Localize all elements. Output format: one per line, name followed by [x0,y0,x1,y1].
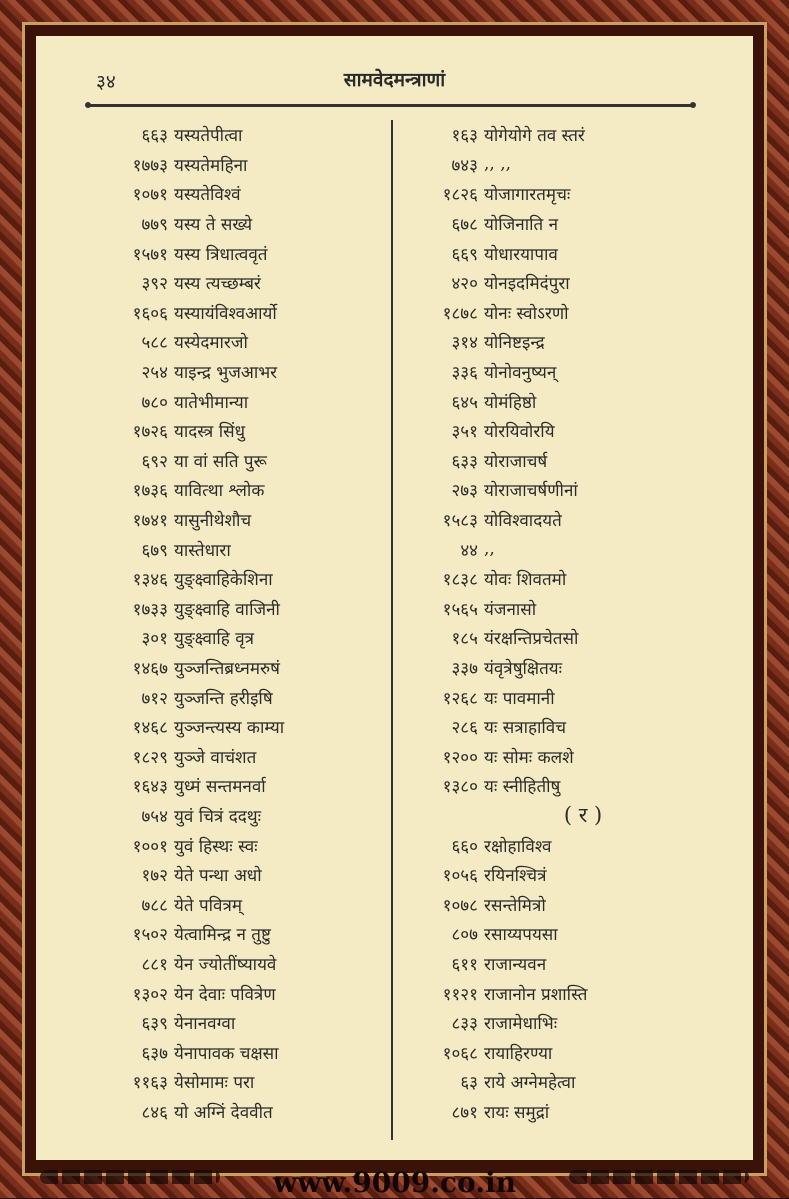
mantra-text: योरयिवोरयि [484,422,555,443]
mantra-text: ,, [484,539,495,560]
mantra-text: येनानवग्वा [174,1014,236,1035]
index-entry [398,830,728,860]
mantra-text: यस्यायंविश्वआर्यो [174,303,277,324]
mantra-text: यस्येदमारजो [174,333,248,354]
mantra-text: यस्यतेमहिना [174,155,248,176]
verse-number: ८०७ [451,925,478,946]
index-entry [398,564,728,594]
mantra-text: युञ्जन्त्यस्य काम्या [174,718,285,739]
index-entry [398,623,728,653]
verse-number: १२६८ [442,688,478,709]
mantra-text: यस्यतेपीत्वा [174,126,243,147]
index-entry [398,889,728,919]
index-entry [398,475,728,505]
mantra-text: राजामेधाभिः [484,1014,558,1035]
mantra-text: यासुनीथेशौच [174,511,252,532]
index-entry [86,386,386,416]
verse-number: १७४१ [132,511,168,532]
index-entry [86,120,386,150]
index-entry [86,978,386,1008]
index-entry [398,298,728,328]
verse-number: ५८८ [141,333,168,354]
mantra-text: यास्तेधारा [174,540,231,561]
verse-number: ६११ [451,954,478,975]
mantra-text: युङ्क्ष्वाहि वाजिनी [174,599,280,620]
mantra-text: यस्यतेविश्वं [174,185,241,206]
verse-number: ३१४ [451,333,478,354]
mantra-text: युञ्जन्तिब्रध्नमरुषं [174,658,280,679]
verse-number: १७३३ [132,599,168,620]
verse-number: ६७९ [141,540,168,561]
page-header [36,36,753,106]
index-entry [86,1067,386,1097]
verse-number: १७३६ [132,481,168,502]
mantra-text: येनापावक चक्षसा [174,1043,279,1064]
verse-number: १६३ [451,126,478,147]
verse-number: ७१२ [141,688,168,709]
index-entry [86,505,386,535]
verse-number: ८७१ [451,1102,478,1123]
verse-number: ६३३ [451,451,478,472]
mantra-text: ,, ,, [484,154,512,175]
mantra-text: युङ्क्ष्वाहि वृत्र [174,629,255,650]
mantra-text: योनिष्टइन्द्र [484,333,545,354]
mantra-text: योराजाचर्षणीनां [484,481,578,502]
verse-number: १५८३ [442,511,478,532]
verse-number: ७४३ [451,155,478,176]
index-entry [86,949,386,979]
index-entry [398,653,728,683]
index-entry [86,446,386,476]
mantra-text: युञ्जन्ति हरीइषि [174,688,273,709]
page-number: ३४ [96,71,116,93]
mantra-text: योराजाचर्ष [484,451,548,472]
verse-number: ३९२ [141,274,168,295]
index-entry [86,416,386,446]
section-heading: ( र ) [563,803,603,828]
mantra-text: योजिनाति न [484,215,559,236]
verse-number: २८६ [451,718,478,739]
index-entry [398,919,728,949]
mantra-text: यादस्त्र सिंधु [174,422,246,443]
verse-number: १६४३ [132,777,168,798]
index-entry [86,860,386,890]
mantra-text: यः सोमः कलशे [484,747,574,768]
verse-number: १०७१ [132,185,168,206]
mantra-text: यंवृत्रेषुक्षितयः [484,658,563,679]
mantra-text: योनोवनुष्यन् [484,363,557,384]
index-entry [398,534,728,564]
footer-website-url[interactable]: www.9009.co.in [273,1166,516,1199]
mantra-text: येन देवाः पवित्रेण [174,984,276,1005]
index-entry [398,386,728,416]
mantra-text: रसाय्यपयसा [484,925,558,946]
index-entry [86,623,386,653]
verse-number: १८२६ [442,185,478,206]
index-entry [398,1037,728,1067]
verse-number: ६६९ [451,244,478,265]
index-entry [398,1008,728,1038]
verse-number: ३३७ [451,658,478,679]
index-entry [398,1097,728,1127]
index-entry [86,298,386,328]
scanned-page [36,36,753,1160]
index-entry [86,889,386,919]
verse-number: २७३ [451,481,478,502]
mantra-text: येते पवित्रम् [174,895,243,916]
mantra-text: योवः शिवतमो [484,570,567,591]
verse-number: ७८० [141,392,168,413]
index-entry [398,268,728,298]
verse-number: ३०१ [141,629,168,650]
page-title: सामवेदमन्त्राणां [343,69,446,91]
column-divider [391,120,393,1140]
mantra-text: या वां सति पुरू [174,451,267,472]
index-entry [398,209,728,239]
index-entry [86,712,386,742]
index-entry [86,1037,386,1067]
mantra-text: रसन्तेमित्रो [484,895,546,916]
verse-number: १८७८ [442,303,478,324]
index-entry [86,1008,386,1038]
index-entry [398,860,728,890]
mantra-text: येसोमामः परा [174,1073,255,1094]
verse-number: १७२६ [132,422,168,443]
index-entry [398,238,728,268]
index-entry [86,534,386,564]
index-entry [398,682,728,712]
index-entry [86,238,386,268]
mantra-text: योधारयापाव [484,244,558,265]
verse-number: ६४५ [451,392,478,413]
index-entry [86,150,386,180]
index-entry [398,446,728,476]
verse-number: १००१ [132,836,168,857]
mantra-text: यातेभीमान्या [174,392,249,413]
index-entry [398,327,728,357]
verse-number: १५६५ [442,599,478,620]
index-entry [86,327,386,357]
verse-number: ११२१ [442,984,478,1005]
index-entry [86,919,386,949]
verse-number: १८३८ [442,570,478,591]
verse-number: १३०२ [132,984,168,1005]
index-entry [86,357,386,387]
index-entry [86,801,386,831]
verse-number: ४२० [451,274,478,295]
index-entry [398,949,728,979]
index-entry [398,978,728,1008]
mantra-text: यंजनासो [484,599,537,620]
verse-number: ६३९ [141,1014,168,1035]
mantra-text: येत्वामिन्द्र न तुष्टु [174,925,271,946]
verse-number: १५७१ [132,244,168,265]
verse-number: १४६७ [132,658,168,679]
mantra-text: यः सत्राहाविच [484,718,567,739]
mantra-text: योनः स्वोऽरणो [484,303,569,324]
verse-number: १६०६ [132,303,168,324]
index-entry [86,268,386,298]
index-entry [398,1067,728,1097]
mantra-text: योनइदमिदंपुरा [484,274,570,295]
index-entry [398,357,728,387]
mantra-text: राजान्यवन [484,954,547,975]
verse-number: १३८० [442,777,478,798]
verse-number: १५०२ [132,925,168,946]
verse-number: ६३ [460,1073,478,1094]
mantra-text: रायाहिरण्या [484,1043,553,1064]
mantra-text: यावित्था श्लोक [174,481,265,502]
verse-number: ४४ [460,540,478,561]
verse-number: १७२ [141,866,168,887]
verse-number: ६६० [451,836,478,857]
verse-number: १३४६ [132,570,168,591]
index-entry [398,712,728,742]
mantra-text: येन ज्योतींष्यायवे [174,954,277,975]
index-entry [398,771,728,801]
verse-number: १०६८ [442,1043,478,1064]
index-entry [86,741,386,771]
mantra-text: राये अग्नेमहेत्वा [484,1073,576,1094]
verse-number: ७८८ [141,895,168,916]
index-entry [398,120,728,150]
mantra-text: राजानोन प्रशास्ति [484,984,588,1005]
mantra-text: योविश्वादयते [484,511,562,532]
mantra-text: यः पावमानी [484,688,555,709]
index-entry [86,475,386,505]
mantra-text: युवं चित्रं ददथुः [174,806,262,827]
mantra-text: याइन्द्र भुजआभर [174,363,278,384]
verse-number: ६७८ [451,215,478,236]
index-entry [86,653,386,683]
index-entry [86,564,386,594]
verse-number: ८८१ [141,954,168,975]
index-entry [86,771,386,801]
right-column [398,120,728,1126]
verse-number: १७७३ [132,155,168,176]
index-entry [398,741,728,771]
mantra-text: येते पन्था अधो [174,866,262,887]
mantra-text: युङ्क्ष्वाहिकेशिना [174,570,273,591]
index-entry [86,179,386,209]
index-entry [86,830,386,860]
verse-number: ८४६ [141,1102,168,1123]
verse-number: १०५६ [442,866,478,887]
verse-number: ११६३ [132,1073,168,1094]
mantra-text: यस्य त्यच्छम्बरं [174,274,261,295]
index-entry [86,209,386,239]
index-entry [398,594,728,624]
mantra-text: यस्य त्रिधात्ववृतं [174,244,268,265]
index-entry [86,594,386,624]
mantra-text: युवं हिस्थः स्वः [174,836,258,857]
left-column [86,120,386,1126]
index-entry [86,682,386,712]
verse-number: १४६८ [132,718,168,739]
mantra-text: यस्य ते सख्ये [174,215,253,236]
index-entry [398,416,728,446]
mantra-text: रक्षोहाविश्व [484,836,552,857]
mantra-text: यो अग्निं देववीत [174,1102,273,1123]
verse-number: ६९२ [141,451,168,472]
index-entry [398,505,728,535]
verse-number: ७७९ [141,215,168,236]
verse-number: १२०० [442,747,478,768]
mantra-text: रयिनश्चित्रं [484,866,547,887]
verse-number: ६३७ [141,1043,168,1064]
verse-number: ६६३ [141,126,168,147]
mantra-text: योमंहिष्ठो [484,392,537,413]
index-entry [398,179,728,209]
verse-number: २५४ [141,363,168,384]
mantra-text: यः स्नीहितीषु [484,777,561,798]
verse-number: ३५१ [451,422,478,443]
verse-number: १०७८ [442,895,478,916]
mantra-text: युध्मं सन्तमनर्वा [174,777,266,798]
mantra-text: योगेयोगे तव स्तरं [484,126,585,147]
verse-number: १८२९ [132,747,168,768]
mantra-text: युञ्जे वाचंशत [174,747,257,768]
index-entry [398,150,728,180]
verse-number: ३३६ [451,363,478,384]
verse-number: ८३३ [451,1014,478,1035]
mantra-text: रायः समुद्रां [484,1102,550,1123]
verse-number: १८५ [451,629,478,650]
mantra-text: योजागारतमृचः [484,185,571,206]
mantra-text: यंरक्षन्तिप्रचेतसो [484,629,579,650]
verse-number: ७५४ [141,806,168,827]
header-rule [88,104,693,107]
index-entry [86,1097,386,1127]
